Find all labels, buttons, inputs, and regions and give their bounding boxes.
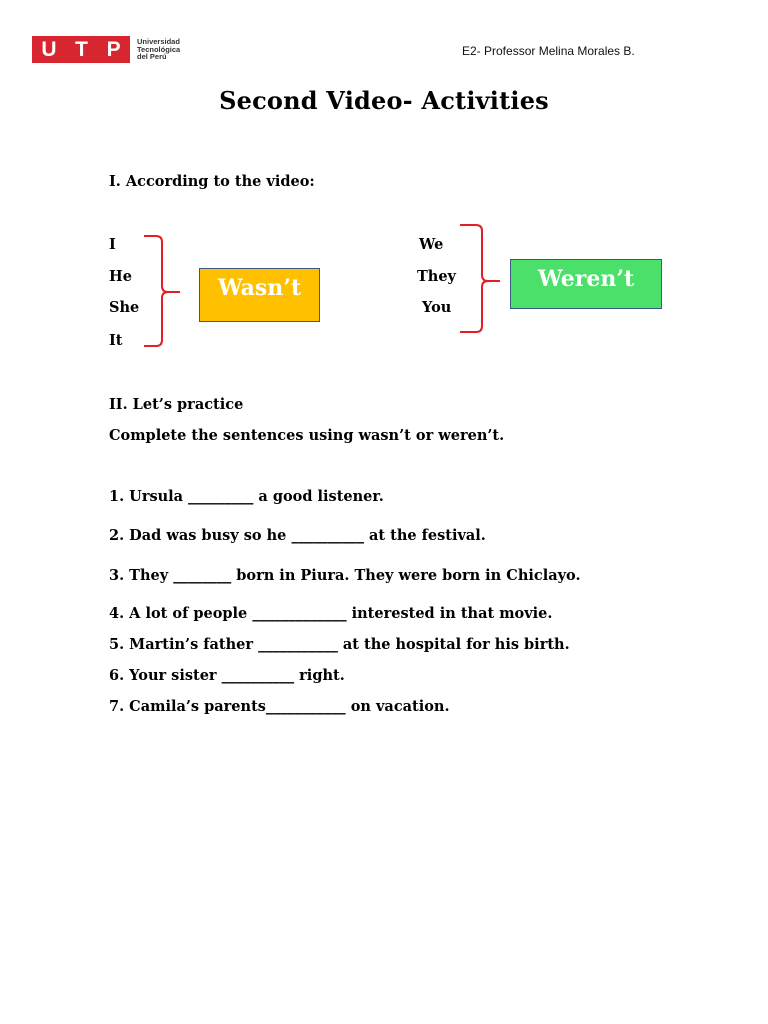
section1-heading: I. According to the video: xyxy=(109,173,315,190)
sentence-7: 7. Camila’s parents___________ on vacation. xyxy=(109,698,450,715)
sentence-1: 1. Ursula _________ a good listener. xyxy=(109,488,384,505)
pronoun-we: We xyxy=(419,236,444,253)
logo-line: Universidad xyxy=(137,37,180,47)
logo-line: Tecnológica xyxy=(137,44,181,54)
logo-letter: T xyxy=(75,37,88,61)
logo-letter: U xyxy=(41,37,57,61)
professor-label: E2- Professor Melina Morales B. xyxy=(462,44,635,58)
logo-line: del Perú xyxy=(137,52,167,62)
wasnt-label: Wasn’t xyxy=(217,275,302,301)
pronoun-he: He xyxy=(109,268,132,285)
left-brace-icon xyxy=(144,236,180,346)
page-title: Second Video- Activities xyxy=(219,86,549,115)
sentence-6: 6. Your sister __________ right. xyxy=(109,667,345,684)
werent-box xyxy=(510,259,662,309)
sentence-4: 4. A lot of people _____________ interested in that movie. xyxy=(109,605,553,622)
section2-heading: II. Let’s practice xyxy=(109,396,244,413)
wasnt-box xyxy=(199,268,320,322)
sentence-5: 5. Martin’s father ___________ at the hospital for his birth. xyxy=(109,636,570,653)
logo-letter: P xyxy=(106,37,121,61)
instruction-text: Complete the sentences using wasn’t or weren’t. xyxy=(109,427,505,444)
pronoun-i: I xyxy=(109,236,116,253)
pronoun-it: It xyxy=(109,332,123,349)
werent-label: Weren’t xyxy=(537,266,635,292)
sentence-3: 3. They ________ born in Piura. They were born in Chiclayo. xyxy=(109,567,581,584)
sentence-2: 2. Dad was busy so he __________ at the festival. xyxy=(109,527,486,544)
pronoun-they: They xyxy=(417,268,456,285)
pronoun-she: She xyxy=(109,299,140,316)
pronoun-you: You xyxy=(422,299,452,316)
right-brace-icon xyxy=(460,225,500,332)
